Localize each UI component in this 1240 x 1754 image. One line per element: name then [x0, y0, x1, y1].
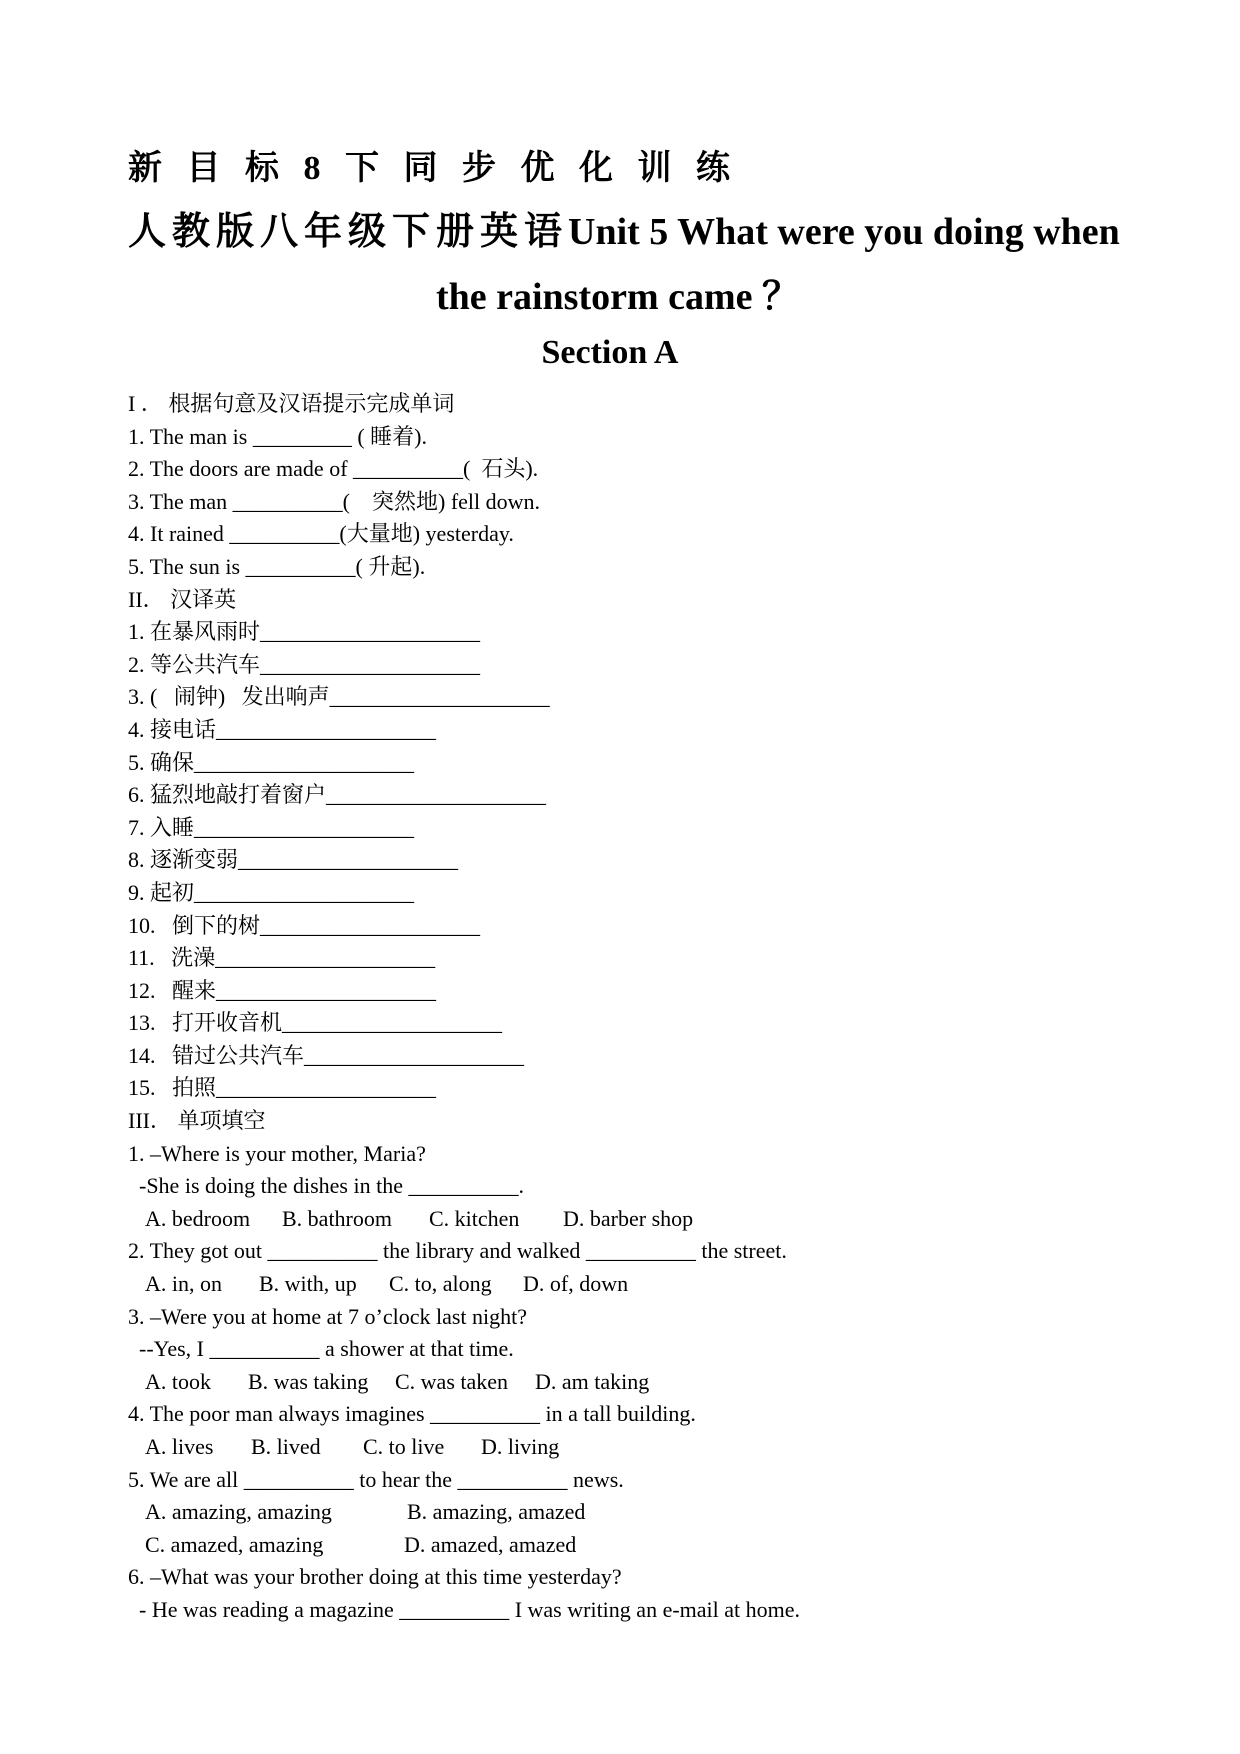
part2-item: 2. 等公共汽车____________________	[128, 651, 481, 677]
question-stem: 2. They got out __________ the library and walked __________ the street.	[128, 1238, 787, 1264]
question-response: -She is doing the dishes in the __________.	[139, 1173, 524, 1199]
option-a: A. amazing, amazing	[145, 1499, 332, 1525]
question-stem: 4. The poor man always imagines __________ in a tall building.	[128, 1401, 696, 1427]
question-response: --Yes, I __________ a shower at that time.	[139, 1336, 514, 1362]
part2-item: 8. 逐渐变弱____________________	[128, 847, 459, 873]
part2-item: 11. 洗澡____________________	[128, 945, 436, 971]
option-b: B. lived	[251, 1434, 321, 1459]
part1-item: 4. It rained __________(大量地) yesterday.	[128, 521, 514, 547]
option-b: B. was taking	[248, 1368, 369, 1394]
part2-item: 9. 起初____________________	[128, 879, 415, 905]
unit-title	[128, 200, 1128, 330]
exercise-body	[128, 388, 1128, 1627]
option-b: B. bathroom	[282, 1205, 392, 1231]
option-c: C. to, along	[389, 1271, 492, 1297]
option-a: A. bedroom	[145, 1205, 251, 1231]
part1-heading: I ． 根据句意及汉语提示完成单词	[128, 391, 455, 416]
option-row	[128, 1529, 1128, 1562]
series-title: 新 目 标 8 下 同 步 优 化 训 练	[128, 150, 738, 187]
part1-item: 3. The man __________( 突然地) fell down.	[128, 488, 541, 514]
unit-title-en-2: the rainstorm came ？	[435, 276, 801, 318]
part1-item: 1. The man is _________ ( 睡着).	[128, 423, 428, 449]
part1-item: 2. The doors are made of __________( 石头).	[128, 456, 539, 482]
part3-heading: III． 单项填空	[128, 1108, 266, 1134]
part2-item: 15. 拍照____________________	[128, 1075, 437, 1101]
part2-item: 1. 在暴风雨时____________________	[128, 619, 481, 645]
section-title: Section A	[541, 334, 679, 371]
part2-heading: II． 汉译英	[128, 586, 237, 612]
part2-item: 3. ( 闹钟) 发出响声____________________	[128, 684, 550, 710]
part1-item: 5. The sun is __________( 升起).	[128, 553, 426, 579]
option-d: D. amazed, amazed	[404, 1531, 577, 1557]
part2-item: 13. 打开收音机____________________	[128, 1010, 503, 1036]
question-response: - He was reading a magazine __________ I was writing an e-mail at home.	[139, 1596, 801, 1622]
unit-title-en-1: Unit 5 What were you doing when	[568, 211, 1120, 253]
option-row	[128, 1366, 1128, 1399]
part2-item: 6. 猛烈地敲打着窗户____________________	[128, 782, 547, 808]
option-b: B. with, up	[259, 1271, 357, 1297]
part2-item: 10. 倒下的树____________________	[128, 912, 481, 938]
option-c: C. amazed, amazing	[145, 1531, 324, 1557]
option-b: B. amazing, amazed	[407, 1499, 586, 1525]
option-d: D. living	[481, 1434, 560, 1459]
option-c: C. was taken	[395, 1368, 509, 1394]
option-d: D. of, down	[523, 1271, 629, 1297]
unit-title-cn: 人教版八年级下册英语	[128, 211, 569, 253]
option-d: D. am taking	[535, 1368, 650, 1394]
option-d: D. barber shop	[563, 1205, 694, 1231]
option-a: A. took	[145, 1368, 211, 1394]
option-c: C. kitchen	[429, 1205, 520, 1231]
option-row	[128, 1496, 1128, 1529]
option-row	[128, 1268, 1128, 1301]
part2-item: 5. 确保____________________	[128, 749, 415, 775]
part2-item: 14. 错过公共汽车____________________	[128, 1042, 525, 1068]
option-row	[128, 1203, 1128, 1236]
option-a: A. lives	[145, 1434, 214, 1459]
question-stem: 1. –Where is your mother, Maria?	[128, 1140, 426, 1166]
part2-item: 7. 入睡____________________	[128, 814, 415, 840]
option-row	[128, 1431, 1128, 1464]
question-stem: 3. –Were you at home at 7 o’clock last night?	[128, 1303, 527, 1329]
part2-item: 12. 醒来____________________	[128, 977, 437, 1003]
question-stem: 6. –What was your brother doing at this time yesterday?	[128, 1564, 622, 1590]
option-c: C. to live	[363, 1434, 445, 1459]
option-a: A. in, on	[145, 1271, 222, 1297]
question-stem: 5. We are all __________ to hear the __________ news.	[128, 1466, 624, 1492]
part2-item: 4. 接电话____________________	[128, 716, 437, 742]
